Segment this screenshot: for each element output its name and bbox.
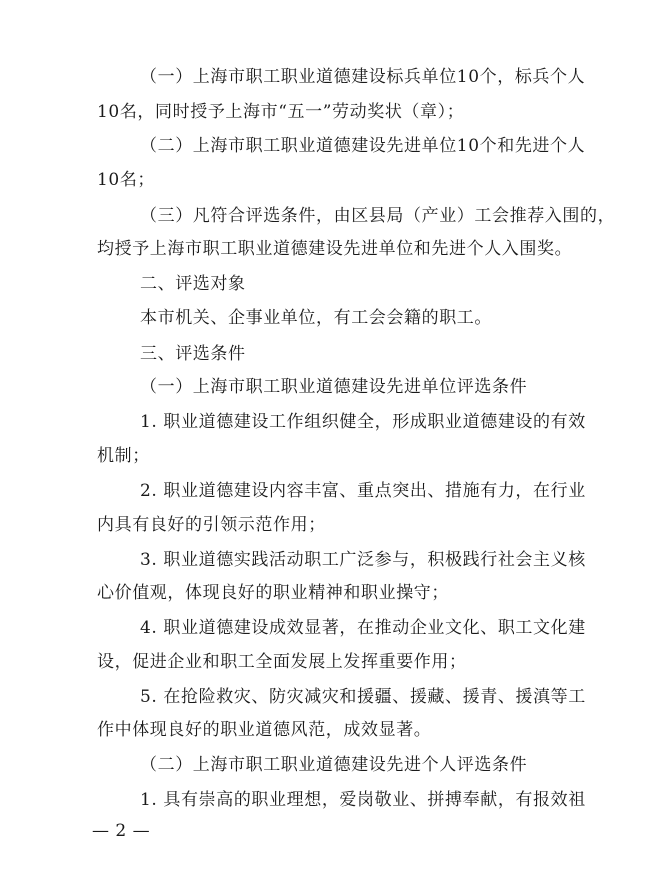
text-line: 10名，同时授予上海市“五一”劳动奖状（章）； xyxy=(97,102,465,122)
text-line: 本市机关、企事业单位，有工会会籍的职工。 xyxy=(140,308,492,328)
text-line: 3. 职业道德实践活动职工广泛参与，积极践行社会主义核 xyxy=(140,550,586,570)
section-heading: 二、评选对象 xyxy=(140,274,246,294)
text-line: 1. 具有崇高的职业理想，爱岗敬业、拼搏奉献，有报效祖 xyxy=(140,790,586,810)
text-line: 内具有良好的引领示范作用； xyxy=(97,515,326,535)
text-line: 作中体现良好的职业道德风范，成效显著。 xyxy=(97,720,432,740)
section-heading: 三、评选条件 xyxy=(140,344,246,364)
text-line: 10名； xyxy=(97,170,156,190)
text-line: （二）上海市职工职业道德建设先进个人评选条件 xyxy=(140,755,528,775)
page-number: — 2 — xyxy=(92,821,151,841)
text-line: （三）凡符合评选条件，由区县局（产业）工会推荐入围的， xyxy=(140,206,616,226)
text-line: 5. 在抢险救灾、防灾减灾和援疆、援藏、援青、援滇等工 xyxy=(140,687,586,707)
text-line: 机制； xyxy=(97,446,150,466)
text-line: （二）上海市职工职业道德建设先进单位10个和先进个人 xyxy=(140,136,586,156)
text-line: 1. 职业道德建设工作组织健全，形成职业道德建设的有效 xyxy=(140,412,586,432)
text-line: （一）上海市职工职业道德建设先进单位评选条件 xyxy=(140,377,528,397)
text-line: （一）上海市职工职业道德建设标兵单位10个，标兵个人 xyxy=(140,67,586,87)
text-line: 2. 职业道德建设内容丰富、重点突出、措施有力，在行业 xyxy=(140,481,586,501)
text-line: 均授予上海市职工职业道德建设先进单位和先进个人入围奖。 xyxy=(97,239,573,259)
text-line: 心价值观，体现良好的职业精神和职业操守； xyxy=(97,583,449,603)
text-line: 设，促进企业和职工全面发展上发挥重要作用； xyxy=(97,652,467,672)
text-line: 4. 职业道德建设成效显著，在推动企业文化、职工文化建 xyxy=(140,618,586,638)
